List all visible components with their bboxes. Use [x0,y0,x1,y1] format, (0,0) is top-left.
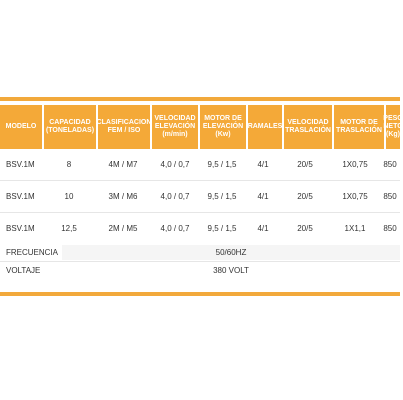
header-text: NETO [383,123,403,130]
spec-table [0,97,403,279]
cell-velocidad-traslacion: 20/5 [297,192,313,201]
cell-velocidad-traslacion: 20/5 [297,160,313,169]
cell-motor-traslacion: 1X1,1 [344,224,366,233]
header-text: TRASLACIÓN [336,127,382,134]
header-text: (Kg) [386,131,400,138]
header-text: (Kw) [215,131,231,138]
header-text: (TONELADAS) [45,127,95,134]
header-text: VELOCIDAD [287,119,329,126]
header-text: (m/min) [162,131,188,138]
cell-clasificacion: 3M / M6 [108,192,138,201]
cell-ramales: 4/1 [257,160,269,169]
cell-modelo: BSV.1M [6,192,35,201]
header-text: CAPACIDAD [49,119,91,126]
cell-motor-elevacion: 9,5 / 1,5 [207,224,237,233]
bottom-rule [0,292,400,296]
cell-motor-elevacion: 9,5 / 1,5 [207,160,237,169]
cell-peso: 850 [383,224,397,233]
table-row [0,181,400,212]
voltaje-row [0,262,400,279]
header-text: ELEVACIÓN [202,123,244,130]
header-text: FEM / ISO [107,127,141,134]
cell-capacidad: 10 [64,192,74,201]
header-text: ELEVACIÓN [154,123,196,130]
frecuencia-value: 50/60HZ [62,245,400,260]
header-text: MODELO [5,123,37,130]
header-text: MOTOR DE [204,115,242,122]
header-text: PESO [383,115,403,122]
cell-peso: 850 [383,160,397,169]
voltaje-value: 380 VOLT [213,266,249,275]
cell-capacidad: 12,5 [61,224,77,233]
table-row [0,213,400,244]
cell-clasificacion: 2M / M5 [108,224,138,233]
cell-modelo: BSV.1M [6,224,35,233]
cell-velocidad-elevacion: 4,0 / 0,7 [160,160,190,169]
frecuencia-label: FRECUENCIA [6,248,59,257]
voltaje-label: VOLTAJE [6,266,41,275]
frecuencia-row [0,244,400,261]
header-clasificacion [98,105,150,149]
header-text: VELOCIDAD [154,115,196,122]
header-velocidad-elevacion [152,105,198,149]
cell-velocidad-elevacion: 4,0 / 0,7 [160,192,190,201]
header-text: MOTOR DE [340,119,378,126]
header-text: TRASLACIÓN [285,127,331,134]
table-row [0,149,400,180]
cell-velocidad-elevacion: 4,0 / 0,7 [160,224,190,233]
cell-peso: 850 [383,192,397,201]
header-modelo [0,105,42,149]
cell-capacidad: 8 [66,160,72,169]
header-row [0,105,403,149]
header-capacidad [44,105,96,149]
cell-velocidad-traslacion: 20/5 [297,224,313,233]
cell-clasificacion: 4M / M7 [108,160,138,169]
cell-modelo: BSV.1M [6,160,35,169]
header-velocidad-traslacion [284,105,332,149]
header-ramales [248,105,282,149]
header-text: CLASIFICACION [96,119,152,126]
cell-motor-traslacion: 1X0,75 [342,192,368,201]
cell-ramales: 4/1 [257,192,269,201]
header-peso [383,105,403,149]
cell-ramales: 4/1 [257,224,269,233]
header-motor-traslacion [334,105,384,149]
cell-motor-traslacion: 1X0,75 [342,160,368,169]
top-rule [0,97,400,101]
cell-motor-elevacion: 9,5 / 1,5 [207,192,237,201]
header-motor-elevacion [200,105,246,149]
header-text: RAMALES [247,123,283,130]
